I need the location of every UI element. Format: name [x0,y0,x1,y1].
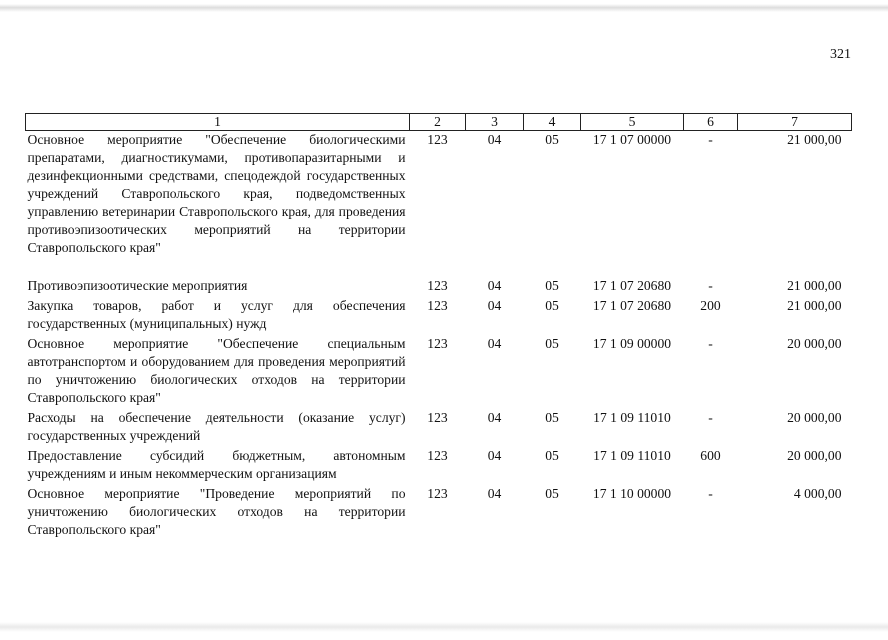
header-row [26,114,852,131]
row-amount: 4 000,00 [793,486,842,501]
row-code-ministry: 123 [427,132,448,147]
row-amount: 21 000,00 [787,298,842,313]
row-code-expense-type: 200 [700,298,721,313]
table-row [26,485,852,541]
row-code-expense-type: - [708,336,713,351]
header-col-1: 1 [26,114,410,131]
row-code-expense-type: - [708,410,713,425]
header-col-3: 3 [466,114,524,131]
table-row [26,131,852,260]
row-code-expense-type: 600 [700,448,721,463]
row-code-target: 17 1 07 20680 [592,278,672,293]
row-name: Закупка товаров, работ и услуг для обеспечения государственных (муниципальных) нужд [27,298,406,331]
row-amount: 20 000,00 [787,336,842,351]
scan-shadow-bottom [0,622,888,632]
row-code-ministry: 123 [427,486,448,501]
row-code-subsection: 05 [545,278,559,293]
row-code-section: 04 [487,132,502,147]
page-number: 321 [830,47,851,62]
row-code-section: 04 [487,486,502,501]
table-row [26,409,852,447]
row-code-section: 04 [487,298,502,313]
row-code-ministry: 123 [427,448,448,463]
row-amount: 21 000,00 [787,132,842,147]
row-code-ministry: 123 [427,298,448,313]
row-code-expense-type: - [708,486,713,501]
table-row [26,447,852,485]
row-code-ministry: 123 [427,278,448,293]
row-code-ministry: 123 [427,336,448,351]
row-code-subsection: 05 [545,410,559,425]
header-col-2: 2 [410,114,466,131]
header-col-6: 6 [684,114,738,131]
row-name: Основное мероприятие "Обеспечение специальным автотранспортом и оборудованием для проведения мероприятий по уничтожению биологических отходов на территории Ставропольского края" [27,336,406,405]
row-code-expense-type: - [708,132,713,147]
row-code-target: 17 1 09 11010 [593,448,671,463]
row-code-target: 17 1 07 00000 [592,132,672,147]
row-name: Противоэпизоотические мероприятия [27,278,248,293]
row-code-target: 17 1 10 00000 [592,486,672,501]
row-code-section: 04 [487,278,502,293]
scan-shadow-top [0,4,888,12]
row-code-expense-type: - [708,278,713,293]
row-code-section: 04 [487,410,502,425]
header-col-7: 7 [738,114,852,131]
row-code-ministry: 123 [427,410,448,425]
row-code-section: 04 [487,336,502,351]
row-name: Предоставление субсидий бюджетным, автономным учреждениям и иным некоммерческим организациям [27,448,406,481]
row-amount: 20 000,00 [787,410,842,425]
row-amount: 21 000,00 [787,278,842,293]
row-name: Расходы на обеспечение деятельности (оказание услуг) государственных учреждений [27,410,406,443]
row-code-subsection: 05 [545,448,559,463]
header-col-4: 4 [524,114,581,131]
row-name: Основное мероприятие "Проведение мероприятий по уничтожению биологических отходов на территории Ставропольского края" [27,486,406,537]
row-code-target: 17 1 09 11010 [593,410,671,425]
row-name: Основное мероприятие "Обеспечение биологическими препаратами, диагностикумами, противопаразитарными и дезинфекционными средствами, спецодеждой государственных учреждений Ставропольского края, подведомственных управлению ветеринарии Ставропольского края, для проведения противоэпизоотических мероприятий на территории Ставропольского края" [27,132,406,255]
row-code-subsection: 05 [545,336,559,351]
row-code-target: 17 1 09 00000 [592,336,672,351]
row-code-section: 04 [487,448,502,463]
budget-table [25,113,852,541]
header-col-5: 5 [581,114,684,131]
row-code-target: 17 1 07 20680 [592,298,672,313]
row-code-subsection: 05 [545,132,559,147]
row-code-subsection: 05 [545,486,559,501]
table-row [26,335,852,409]
row-spacer [26,259,852,277]
table-row [26,277,852,297]
row-code-subsection: 05 [545,298,559,313]
row-amount: 20 000,00 [787,448,842,463]
table-row [26,297,852,335]
